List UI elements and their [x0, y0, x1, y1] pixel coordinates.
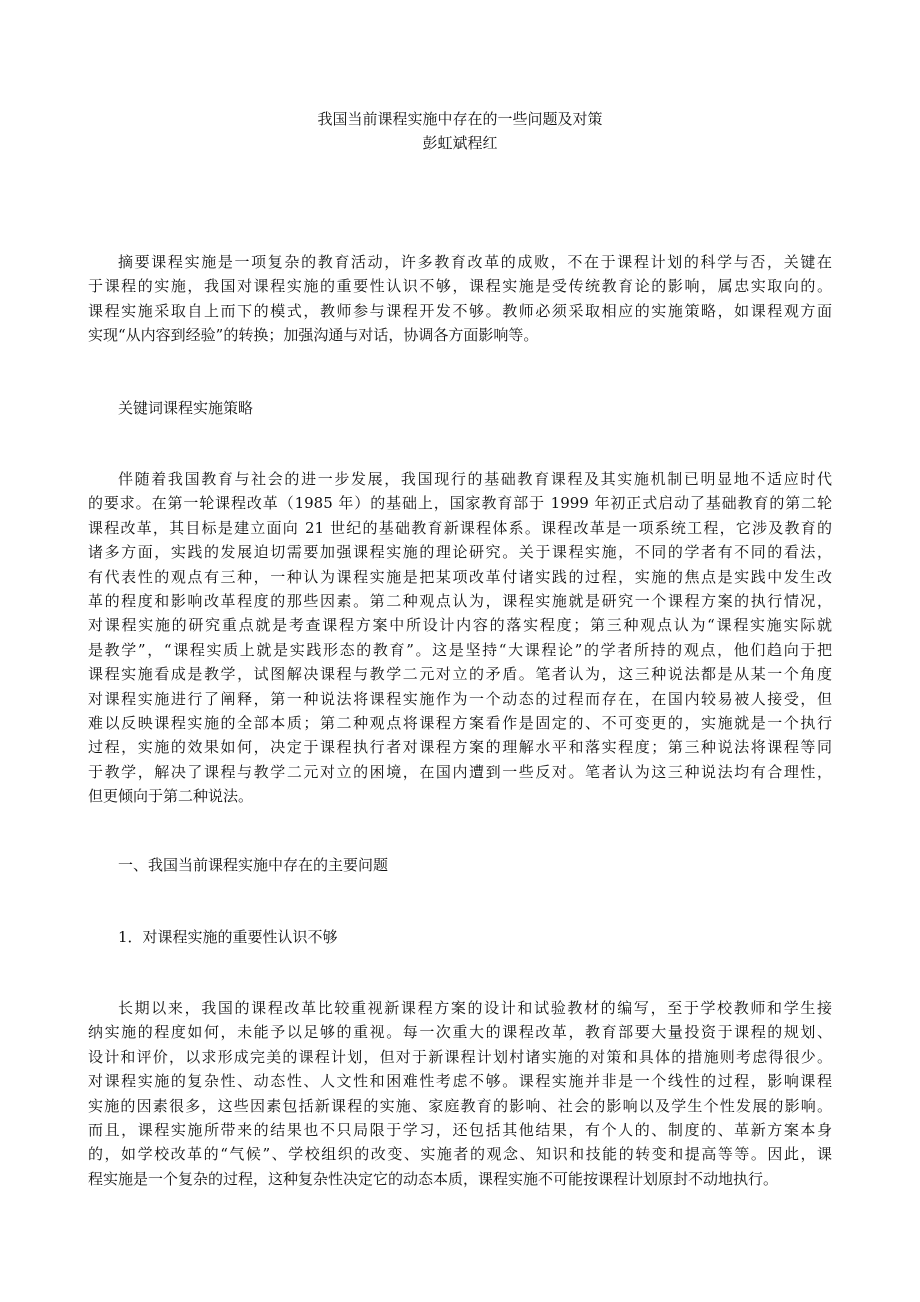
text-line: 伴随着我国教育与社会的进一步发展，我国现行的基础教育课程及其实施机制已明显地不适应时代 — [118, 470, 832, 488]
section-heading: 一、我国当前课程实施中存在的主要问题 — [118, 856, 389, 874]
subsection-heading: 1．对课程实施的重要性认识不够 — [118, 928, 338, 946]
text-line: 于课程的实施，我国对课程实施的重要性认识不够，课程实施是受传统教育论的影响，属忠实取向的。 — [88, 277, 832, 296]
text-line: 对课程实施的研究重点就是考查课程方案中所设计内容的落实程度；第三种观点认为“课程实施实际就 — [88, 616, 832, 635]
text-line: 对课程实施进行了阐释，第一种说法将课程实施作为一个动态的过程而存在，在国内较易被人接受，但 — [88, 689, 832, 708]
text-line: 有代表性的观点有三种，一种认为课程实施是把某项改革付诸实践的过程，实施的焦点是实践中发生改 — [88, 567, 832, 586]
text-line: 程实施是一个复杂的过程，这种复杂性决定它的动态本质，课程实施不可能按课程计划原封不动地执行。 — [88, 1169, 779, 1188]
text-line: 课程改革，其目标是建立面向 21 世纪的基础教育新课程体系。课程改革是一项系统工程，它涉及教育的 — [88, 518, 832, 537]
text-line: 诸多方面，实践的发展迫切需要加强课程实施的理论研究。关于课程实施，不同的学者有不同的看法， — [88, 543, 832, 562]
text-line: 而且，课程实施所带来的结果也不只局限于学习，还包括其他结果，有个人的、制度的、革新方案本身 — [88, 1120, 832, 1139]
intro-paragraph — [88, 467, 832, 808]
text-line: 摘要课程实施是一项复杂的教育活动，许多教育改革的成败，不在于课程计划的科学与否，关键在 — [118, 253, 832, 271]
text-line: 实现“从内容到经验”的转换；加强沟通与对话，协调各方面影响等。 — [88, 326, 539, 345]
text-line: 的要求。在第一轮课程改革（1985 年）的基础上，国家教育部于 1999 年初正式启动了基础教育的第二轮 — [88, 494, 832, 513]
body-paragraph — [88, 996, 832, 1191]
text-line: 课程实施采取自上而下的模式，教师参与课程开发不够。教师必须采取相应的实施策略，如课程观方面 — [88, 301, 832, 320]
text-line: 对课程实施的复杂性、动态性、人文性和困难性考虑不够。课程实施并非是一个线性的过程，影响课程 — [88, 1072, 832, 1091]
text-line: 设计和评价，以求形成完美的课程计划，但对于新课程计划村诸实施的对策和具体的措施则考虑得很少。 — [88, 1047, 832, 1066]
abstract-paragraph — [88, 250, 832, 348]
keywords: 关键词课程实施策略 — [118, 399, 254, 417]
text-line: 于教学，解决了课程与教学二元对立的困境，在国内遭到一些反对。笔者认为这三种说法均有合理性， — [88, 762, 832, 781]
text-line: 课程实施看成是教学，试图解决课程与教学二元对立的矛盾。笔者认为，这三种说法都是从某一个角度 — [88, 665, 832, 684]
text-line: 是教学”，“课程实质上就是实践形态的教育”。这是坚持“大课程论”的学者所持的观点，他们趋向于把 — [88, 640, 832, 659]
text-line: 长期以来，我国的课程改革比较重视新课程方案的设计和试验教材的编写，至于学校教师和学生接 — [118, 999, 832, 1017]
text-line: 纳实施的程度如何，未能予以足够的重视。每一次重大的课程改革，教育部要大量投资于课程的规划、 — [88, 1023, 832, 1042]
text-line: 的，如学校改革的“气候”、学校组织的改变、实施者的观念、知识和技能的转变和提高等等。因此，课 — [88, 1145, 832, 1164]
text-line: 实施的因素很多，这些因素包括新课程的实施、家庭教育的影响、社会的影响以及学生个性发展的影响。 — [88, 1096, 832, 1115]
text-line: 过程，实施的效果如何，决定于课程执行者对课程方案的理解水平和落实程度；第三种说法将课程等同 — [88, 738, 832, 757]
text-line: 难以反映课程实施的全部本质；第二种观点将课程方案看作是固定的、不可变更的，实施就是一个执行 — [88, 713, 832, 732]
document-authors: 彭虹斌程红 — [422, 134, 498, 152]
text-line: 革的程度和影响改革程度的那些因素。第二种观点认为，课程实施就是研究一个课程方案的执行情况， — [88, 591, 832, 610]
text-line: 但更倾向于第二种说法。 — [88, 787, 254, 806]
document-title: 我国当前课程实施中存在的一些问题及对策 — [317, 110, 603, 128]
